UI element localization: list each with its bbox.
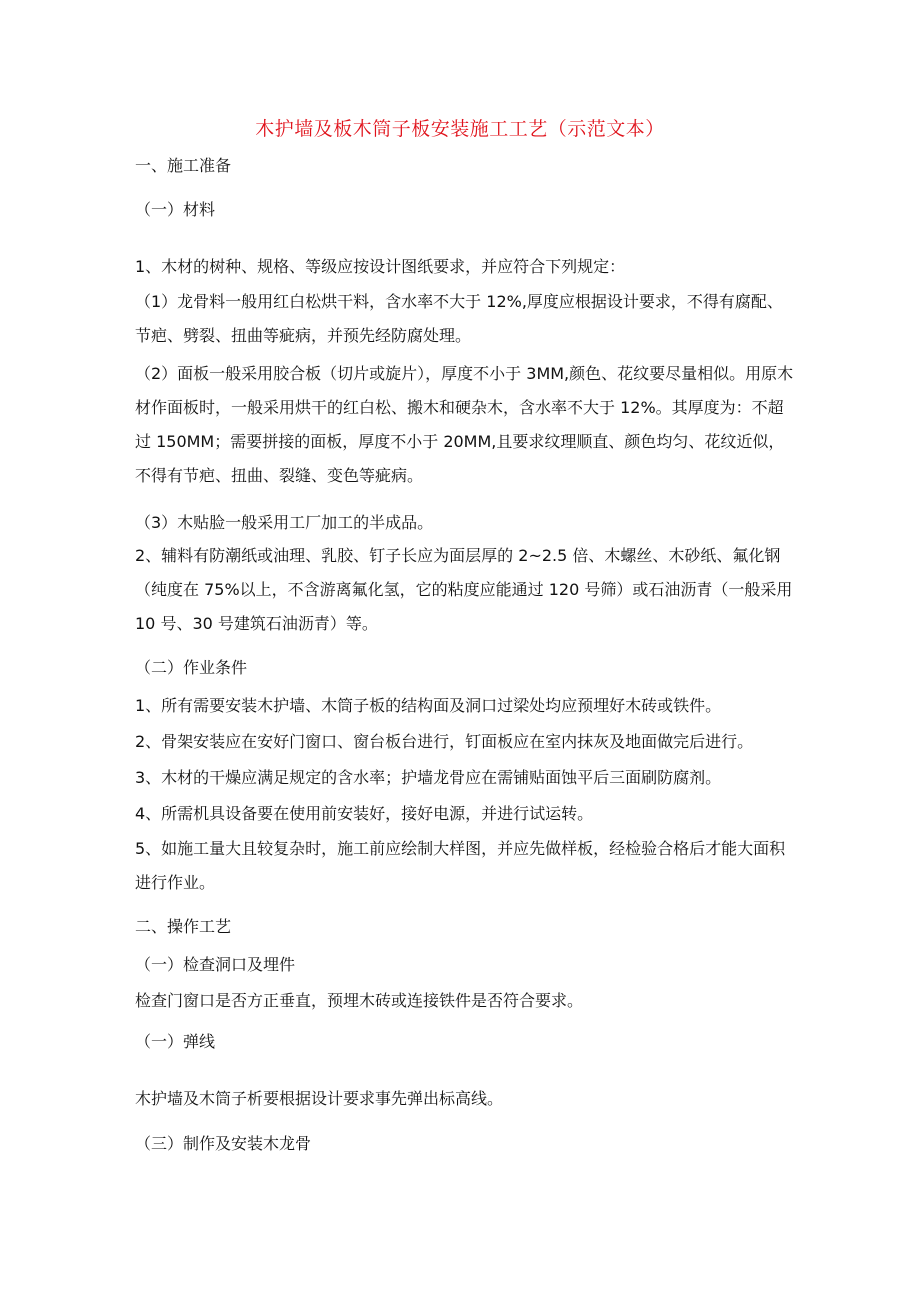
- subheading-snap-line: （一）弹线: [135, 1032, 216, 1051]
- document-title: 木护墙及板木筒子板安装施工工艺（示范文本）: [255, 118, 665, 140]
- section-heading-operation: 二、操作工艺: [135, 917, 232, 936]
- condition-item-5: 5、如施工量大且较复杂时，施工前应绘制大样图，并应先做样板，经检验合格后才能大面积进行作业。: [135, 839, 786, 892]
- paragraph-item-1: 1、木材的树种、规格、等级应按设计图纸要求，并应符合下列规定：: [135, 257, 626, 276]
- condition-item-4: 4、所需机具设备要在使用前安装好，接好电源，并进行试运转。: [135, 804, 594, 823]
- condition-item-1: 1、所有需要安装木护墙、木筒子板的结构面及洞口过梁处均应预埋好木砖或铁件。: [135, 696, 722, 715]
- paragraph-item-2: 2、辅料有防潮纸或油理、乳胶、钉子长应为面层厚的 2~2.5 倍、木螺丝、木砂纸、氟化钢（纯度在 75%以上，不含游离氟化氢，它的粘度应能通过 120 号筛）或石油沥青（一般采用 10 号、30 号建筑石油沥青）等。: [135, 546, 793, 633]
- condition-item-3: 3、木材的干燥应满足规定的含水率；护墙龙骨应在需铺贴面蚀平后三面刷防腐剂。: [135, 768, 722, 787]
- condition-item-2: 2、骨架安装应在安好门窗口、窗台板台进行，钉面板应在室内抹灰及地面做完后进行。: [135, 732, 754, 751]
- paragraph-item-1-1: （1）龙骨料一般用红白松烘干料，含水率不大于 12%,厚度应根据设计要求，不得有腐配、节疤、劈裂、扭曲等疵病，并预先经防腐处理。: [135, 292, 783, 345]
- paragraph-check-openings: 检查门窗口是否方正垂直，预埋木砖或连接铁件是否符合要求。: [135, 991, 584, 1010]
- paragraph-item-1-2: （2）面板一般采用胶合板（切片或旋片），厚度不小于 3MM,颜色、花纹要尽量相似。用原木材作面板时，一般采用烘干的红白松、搬木和硬杂木，含水率不大于 12%。其厚度为：不超过 150MM；需要拼接的面板，厚度不小于 20MM,且要求纹理顺直、颜色均匀、花纹近似，不得有节疤、扭曲、裂缝、变色等疵病。: [135, 364, 794, 485]
- subheading-wood-keel: （三）制作及安装木龙骨: [135, 1134, 312, 1153]
- subheading-materials: （一）材料: [135, 200, 216, 219]
- paragraph-item-1-3: （3）木贴脸一般采用工厂加工的半成品。: [135, 513, 434, 532]
- section-heading-preparation: 一、施工准备: [135, 156, 232, 175]
- paragraph-snap-line: 木护墙及木筒子析要根据设计要求事先弹出标高线。: [135, 1089, 504, 1108]
- subheading-work-conditions: （二）作业条件: [135, 658, 248, 677]
- subheading-check-openings: （一）检查洞口及埋件: [135, 955, 296, 974]
